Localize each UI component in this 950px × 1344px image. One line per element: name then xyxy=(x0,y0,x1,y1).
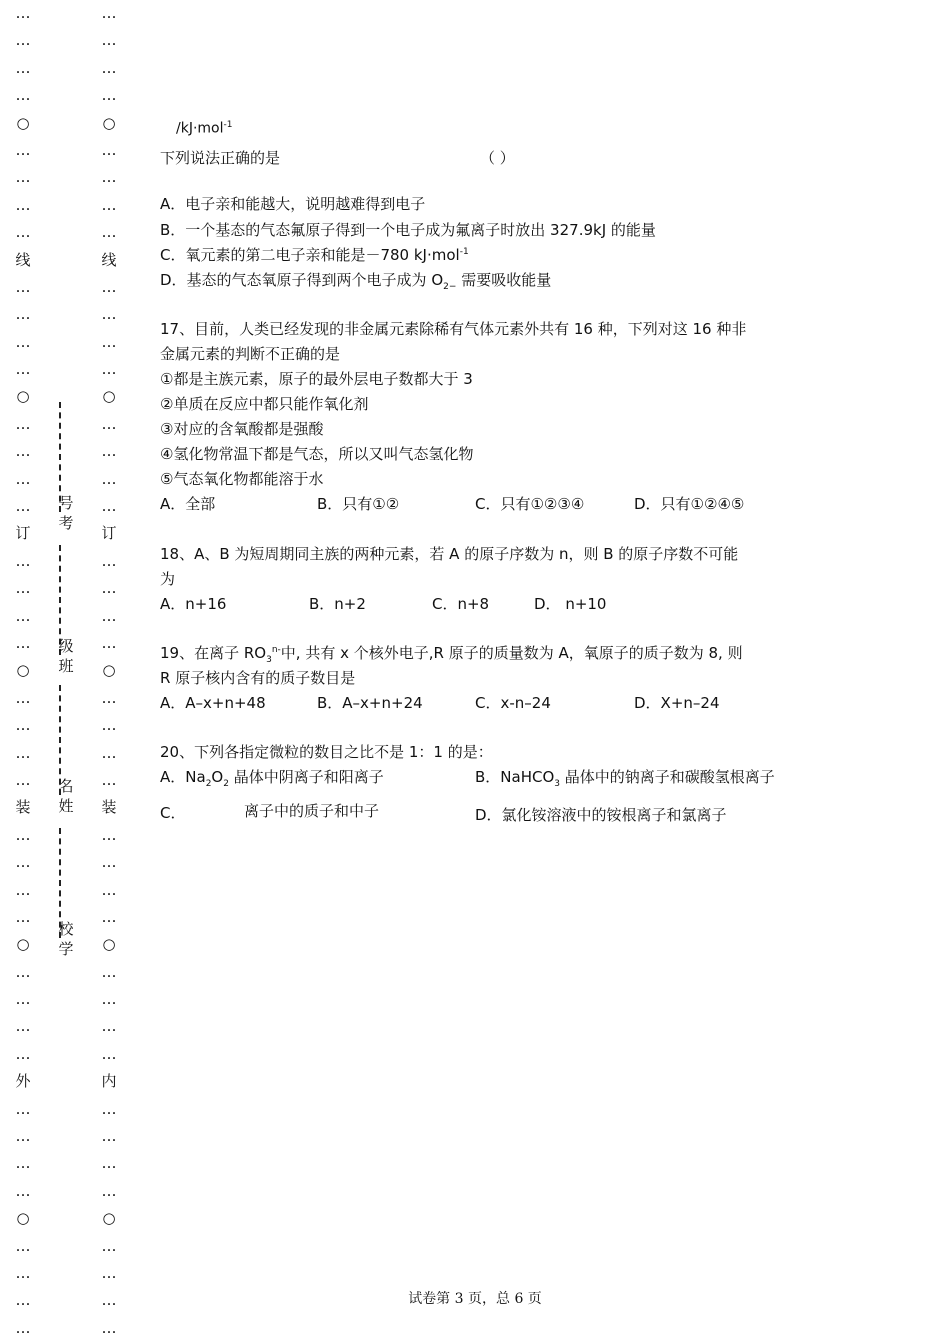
margin-mark: … xyxy=(15,31,31,50)
q19-option-d: D．X+n–24 xyxy=(634,694,720,712)
margin-mark: … xyxy=(15,168,31,187)
margin-mark: … xyxy=(101,1044,117,1063)
margin-mark: ○ xyxy=(102,661,116,680)
margin-mark: … xyxy=(101,86,117,105)
q18-stem-line2: 为 xyxy=(160,570,176,588)
margin-mark: … xyxy=(101,1236,117,1255)
margin-mark: … xyxy=(101,140,117,159)
margin-mark: … xyxy=(101,360,117,379)
margin-mark: ○ xyxy=(16,387,30,406)
margin-mark: … xyxy=(101,1318,117,1337)
margin-mark: … xyxy=(101,168,117,187)
margin-mark: … xyxy=(101,332,117,351)
margin-mark: … xyxy=(101,414,117,433)
q16-answer-paren: （ ） xyxy=(480,149,515,167)
margin-mark: … xyxy=(101,606,117,625)
margin-mark: … xyxy=(101,469,117,488)
margin-mark: … xyxy=(15,195,31,214)
margin-mark: … xyxy=(15,497,31,516)
margin-mark: 订 xyxy=(15,524,31,543)
q17-item: ①都是主族元素，原子的最外层电子数都大于 3 xyxy=(160,370,473,388)
page-footer: 试卷第 3 页，总 6 页 xyxy=(408,1291,542,1307)
margin-mark: 内 xyxy=(101,1072,117,1091)
field-label-char: 名 xyxy=(58,777,74,795)
margin-mark: ○ xyxy=(102,935,116,954)
margin-mark: … xyxy=(101,907,117,926)
margin-mark: … xyxy=(15,1181,31,1200)
field-label-char: 级 xyxy=(58,637,74,655)
margin-mark: … xyxy=(101,277,117,296)
margin-mark: … xyxy=(101,1154,117,1173)
q17-item: ②单质在反应中都只能作氧化剂 xyxy=(160,395,369,413)
margin-mark: … xyxy=(101,633,117,652)
margin-mark: … xyxy=(101,853,117,872)
margin-mark: … xyxy=(15,1044,31,1063)
margin-mark: … xyxy=(15,442,31,461)
margin-mark: … xyxy=(15,1236,31,1255)
margin-mark: … xyxy=(101,962,117,981)
margin-mark: … xyxy=(101,990,117,1009)
q18-option-a: A．n+16 xyxy=(160,595,227,613)
q19-stem-line2: R 原子核内含有的质子数目是 xyxy=(160,669,356,687)
margin-mark: ○ xyxy=(102,113,116,132)
q16-option-a: A．电子亲和能越大，说明越难得到电子 xyxy=(160,195,426,213)
margin-mark: ○ xyxy=(16,661,30,680)
margin-mark: … xyxy=(15,1127,31,1146)
margin-mark: ○ xyxy=(102,387,116,406)
q19-option-a: A．A–x+n+48 xyxy=(160,694,266,712)
margin-mark: … xyxy=(15,990,31,1009)
margin-mark: … xyxy=(15,853,31,872)
q16-option-c: C．氧元素的第二电子亲和能是－780 kJ·mol$^{-1}$ xyxy=(160,246,469,264)
margin-mark: … xyxy=(15,1291,31,1310)
margin-mark: … xyxy=(15,58,31,77)
margin-mark: … xyxy=(101,716,117,735)
q16-option-b: B．一个基态的气态氟原子得到一个电子成为氟离子时放出 327.9kJ 的能量 xyxy=(160,221,656,239)
q17-stem-line2: 金属元素的判断不正确的是 xyxy=(160,345,341,363)
margin-mark: … xyxy=(15,4,31,22)
field-name xyxy=(54,685,74,815)
margin-mark: … xyxy=(15,907,31,926)
q18-option-d: D． n+10 xyxy=(534,595,607,613)
margin-mark: 装 xyxy=(15,798,31,817)
margin-mark: … xyxy=(101,305,117,324)
q16-stem: 下列说法正确的是 xyxy=(160,149,281,167)
margin-mark: ○ xyxy=(16,935,30,954)
field-class xyxy=(54,545,74,675)
margin-mark: … xyxy=(15,688,31,707)
margin-mark: … xyxy=(15,579,31,598)
q17-option-a: A．全部 xyxy=(160,495,216,513)
q19-stem-line1: 19、在离子 $RO_3^{n-}$中, 共有 x 个核外电子,R 原子的质量数为 A，氧原子的质子数为 8, 则 xyxy=(160,644,743,665)
margin-mark: … xyxy=(15,551,31,570)
field-label-char: 号 xyxy=(58,494,74,512)
field-label-char: 考 xyxy=(58,514,74,532)
margin-mark: … xyxy=(15,86,31,105)
margin-mark: 订 xyxy=(101,524,117,543)
q17-option-d: D．只有①②④⑤ xyxy=(634,495,745,513)
margin-mark: 装 xyxy=(101,798,117,817)
q20-option-c-label: C． xyxy=(160,804,186,822)
q17-stem-line1: 17、目前，人类已经发现的非金属元素除稀有气体元素外共有 16 种，下列对这 16 种非 xyxy=(160,320,747,338)
margin-mark: 线 xyxy=(15,250,31,269)
margin-mark: … xyxy=(101,551,117,570)
margin-mark: … xyxy=(15,1099,31,1118)
margin-mark: … xyxy=(15,1318,31,1337)
q20-option-d: D．氯化铵溶液中的铵根离子和氯离子 xyxy=(475,806,727,824)
q20-option-a: A．$Na_2O_2$ 晶体中阴离子和阳离子 xyxy=(160,768,384,789)
margin-mark: … xyxy=(15,633,31,652)
margin-mark: … xyxy=(101,743,117,762)
margin-mark: … xyxy=(15,825,31,844)
q17-option-c: C．只有①②③④ xyxy=(475,495,585,513)
margin-mark: … xyxy=(101,770,117,789)
q19-option-c: C．x-n–24 xyxy=(475,694,551,712)
margin-mark: … xyxy=(15,332,31,351)
inner-binding-margin xyxy=(97,0,121,1342)
q18-option-b: B．n+2 xyxy=(309,595,366,613)
q17-item: ⑤气态氧化物都能溶于水 xyxy=(160,470,324,488)
q20-option-b: B．NaHCO$_3$ 晶体中的钠离子和碳酸氢根离子 xyxy=(475,768,775,789)
margin-mark: … xyxy=(15,1263,31,1282)
field-exam-number xyxy=(54,402,74,532)
field-school xyxy=(54,828,74,958)
field-label-char: 学 xyxy=(58,940,74,958)
q18-option-c: C．n+8 xyxy=(432,595,490,613)
margin-mark: … xyxy=(15,305,31,324)
q17-item: ④氢化物常温下都是气态，所以又叫气态氢化物 xyxy=(160,445,474,463)
margin-mark: … xyxy=(15,469,31,488)
margin-mark: 线 xyxy=(101,250,117,269)
margin-mark: ○ xyxy=(16,113,30,132)
margin-mark: … xyxy=(15,223,31,242)
margin-mark: … xyxy=(15,962,31,981)
margin-mark: … xyxy=(15,414,31,433)
margin-mark: … xyxy=(101,579,117,598)
margin-mark: … xyxy=(101,223,117,242)
margin-mark: … xyxy=(15,716,31,735)
margin-mark: … xyxy=(101,4,117,22)
margin-mark: ○ xyxy=(16,1209,30,1228)
q16-option-d: D．基态的气态氧原子得到两个电子成为 $O_{2-}$ 需要吸收能量 xyxy=(160,271,552,292)
margin-mark: … xyxy=(101,880,117,899)
margin-mark: … xyxy=(15,606,31,625)
field-label-char: 姓 xyxy=(58,797,74,815)
margin-mark: 外 xyxy=(15,1072,31,1091)
margin-mark: … xyxy=(101,58,117,77)
margin-mark: … xyxy=(101,31,117,50)
margin-mark: … xyxy=(15,770,31,789)
margin-mark: … xyxy=(101,825,117,844)
margin-mark: … xyxy=(15,1154,31,1173)
q18-stem-line1: 18、A、B 为短周期同主族的两种元素，若 A 的原子序数为 n，则 B 的原子序数不可能 xyxy=(160,545,739,563)
margin-mark: … xyxy=(101,1181,117,1200)
margin-mark: … xyxy=(101,1127,117,1146)
margin-mark: … xyxy=(101,1017,117,1036)
margin-mark: … xyxy=(101,1263,117,1282)
margin-mark: … xyxy=(101,442,117,461)
margin-mark: … xyxy=(101,1291,117,1310)
q20-stem: 20、下列各指定微粒的数目之比不是 1：1 的是： xyxy=(160,743,493,761)
margin-mark: … xyxy=(15,277,31,296)
margin-mark: … xyxy=(15,360,31,379)
margin-mark: … xyxy=(15,743,31,762)
q19-option-b: B．A–x+n+24 xyxy=(317,694,423,712)
margin-mark: … xyxy=(101,1099,117,1118)
q16-unit: /kJ·mol$^{-1}$ xyxy=(176,120,233,137)
q17-option-b: B．只有①② xyxy=(317,495,400,513)
outer-binding-margin xyxy=(11,0,35,1342)
field-label-char: 班 xyxy=(58,657,74,675)
margin-mark: ○ xyxy=(102,1209,116,1228)
field-label-char: 校 xyxy=(58,920,74,938)
margin-mark: … xyxy=(15,140,31,159)
q17-item: ③对应的含氧酸都是强酸 xyxy=(160,420,324,438)
margin-mark: … xyxy=(15,1017,31,1036)
margin-mark: … xyxy=(101,497,117,516)
q20-option-c-text: 离子中的质子和中子 xyxy=(244,802,380,820)
margin-mark: … xyxy=(101,195,117,214)
margin-mark: … xyxy=(101,688,117,707)
margin-mark: … xyxy=(15,880,31,899)
